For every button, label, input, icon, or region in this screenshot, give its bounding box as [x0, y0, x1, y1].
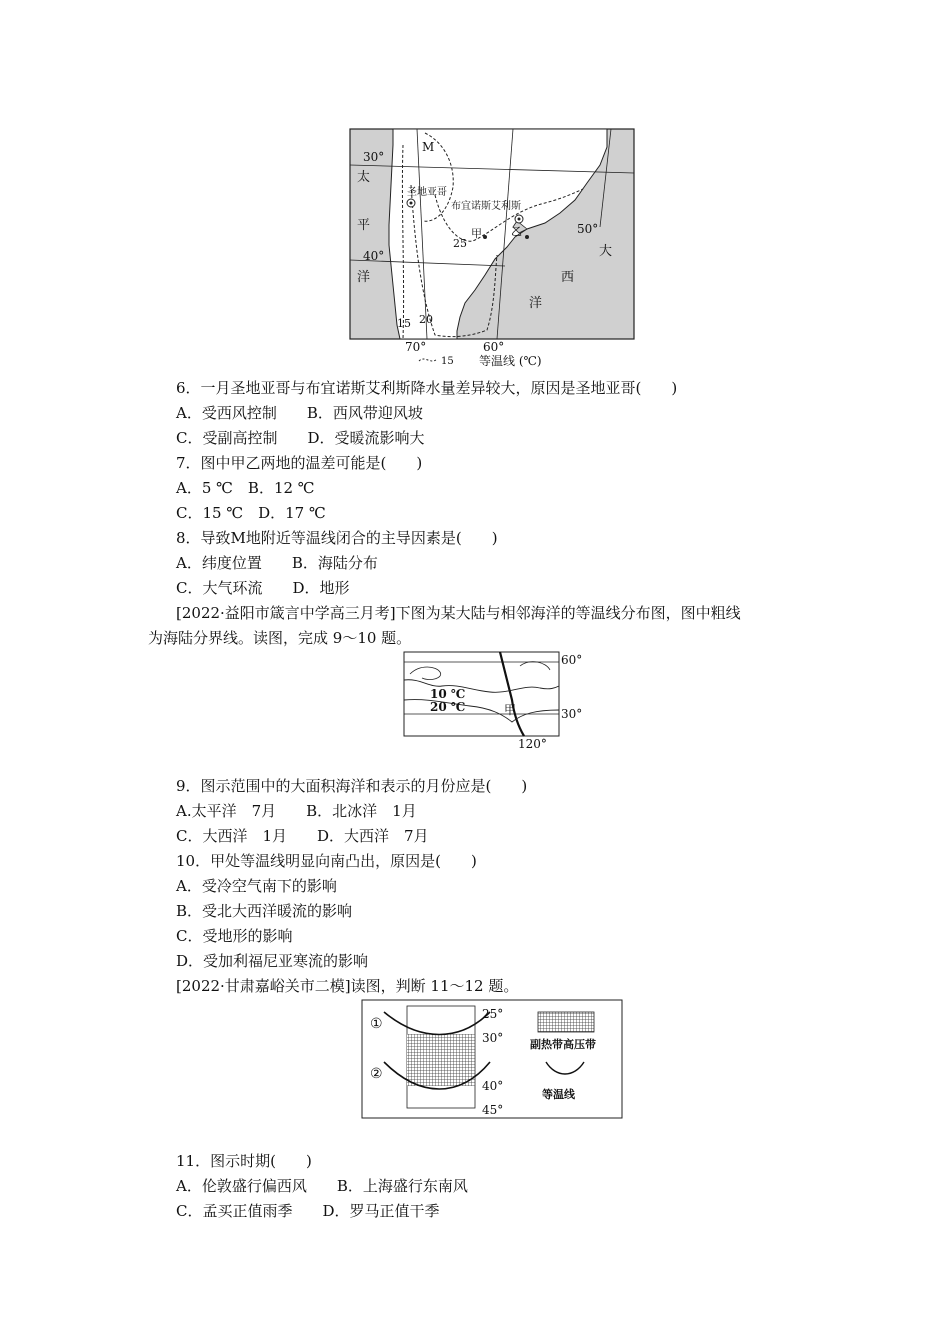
fig3-curve2: ② — [370, 1066, 383, 1082]
q10-option-a: A．受冷空气南下的影响 — [176, 877, 337, 895]
q6-options-cd: C．受副高控制 D．受暖流影响大 — [176, 429, 425, 447]
fig1-lon60: 60° — [483, 340, 505, 354]
fig3-legend-iso: 等温线 — [542, 1088, 575, 1101]
fig1-yi: 乙 — [511, 225, 522, 238]
q6-stem: 6．一月圣地亚哥与布宜诺斯艾利斯降水量差异较大，原因是圣地亚哥( ) — [176, 379, 678, 397]
fig1-ocean-right-2: 西 — [561, 270, 575, 285]
q10-stem: 10．甲处等温线明显向南凸出，原因是( ) — [176, 852, 477, 870]
fig2-jia: 甲 — [504, 703, 517, 717]
q11-stem: 11．图示时期( ) — [176, 1152, 312, 1170]
fig1-m-label: M — [422, 140, 435, 154]
fig1-lat30: 30° — [363, 150, 385, 164]
q7-stem: 7．图中甲乙两地的温差可能是( ) — [176, 454, 423, 472]
fig1-city-buenos-aires: 布宜诺斯艾利斯 — [451, 201, 521, 212]
fig1-city-santiago: 圣地亚哥 — [407, 187, 447, 198]
q10-option-d: D．受加利福尼亚寒流的影响 — [176, 952, 369, 970]
fig3-curve1: ① — [370, 1016, 383, 1032]
fig1-lat40: 40° — [363, 249, 385, 263]
fig1-ocean-right-3: 洋 — [529, 296, 543, 311]
fig1-jia: 甲 — [471, 227, 482, 240]
fig1-lon70: 70° — [405, 340, 427, 354]
fig1-ocean-left-1: 太 — [357, 170, 371, 185]
fig1-lat50: 50° — [577, 222, 599, 236]
fig2-lat30: 30° — [561, 707, 583, 721]
fig1-iso25: 25 — [453, 237, 467, 250]
fig2-iso10: 10 ℃ — [430, 687, 466, 701]
q8-options-ab: A．纬度位置 B．海陆分布 — [176, 554, 378, 572]
intro-q9-10-line2: 为海陆分界线。读图，完成 9～10 题。 — [148, 629, 412, 647]
subtropical-high-diagram — [360, 998, 625, 1122]
fig2-lat60: 60° — [561, 653, 583, 667]
fig1-ocean-left-2: 平 — [357, 218, 371, 233]
fig3-lat45: 45° — [482, 1103, 504, 1117]
fig2-iso20: 20 ℃ — [430, 700, 466, 714]
q7-options-ab: A．5 ℃ B．12 ℃ — [176, 479, 315, 497]
intro-q11-12: [2022·甘肃嘉峪关市二模]读图，判断 11～12 题。 — [176, 977, 519, 995]
q6-options-ab: A．受西风控制 B．西风带迎风坡 — [176, 404, 423, 422]
fig3-lat40: 40° — [482, 1079, 504, 1093]
fig3-lat25: 25° — [482, 1007, 504, 1021]
q8-stem: 8．导致M地附近等温线闭合的主导因素是( ) — [176, 529, 498, 547]
q10-option-b: B．受北大西洋暖流的影响 — [176, 902, 353, 920]
fig1-ocean-right-1: 大 — [599, 244, 613, 259]
q9-options-ab: A.太平洋 7月 B．北冰洋 1月 — [176, 802, 417, 820]
q11-options-ab: A．伦敦盛行偏西风 B．上海盛行东南风 — [176, 1177, 468, 1195]
fig1-iso20: 20 — [419, 313, 433, 326]
fig1-iso15: 15 — [397, 317, 411, 330]
fig3-legend-high: 副热带高压带 — [530, 1038, 596, 1051]
fig3-lat30: 30° — [482, 1031, 504, 1045]
q11-options-cd: C．孟买正值雨季 D．罗马正值干季 — [176, 1202, 440, 1220]
q7-options-cd: C．15 ℃ D．17 ℃ — [176, 504, 326, 522]
fig1-legend-value: 15 — [441, 356, 454, 367]
fig2-lon120: 120° — [518, 737, 547, 751]
continent-isotherm-map — [400, 648, 585, 752]
fig1-legend-text: 等温线 (℃) — [479, 354, 542, 368]
intro-q9-10-line1: [2022·益阳市箴言中学高三月考]下图为某大陆与相邻海洋的等温线分布图，图中粗线 — [176, 604, 741, 622]
south-america-isotherm-map — [345, 125, 640, 370]
q8-options-cd: C．大气环流 D．地形 — [176, 579, 350, 597]
q9-options-cd: C．大西洋 1月 D．大西洋 7月 — [176, 827, 429, 845]
q9-stem: 9．图示范围中的大面积海洋和表示的月份应是( ) — [176, 777, 528, 795]
q10-option-c: C．受地形的影响 — [176, 927, 293, 945]
fig1-ocean-left-3: 洋 — [357, 270, 371, 285]
